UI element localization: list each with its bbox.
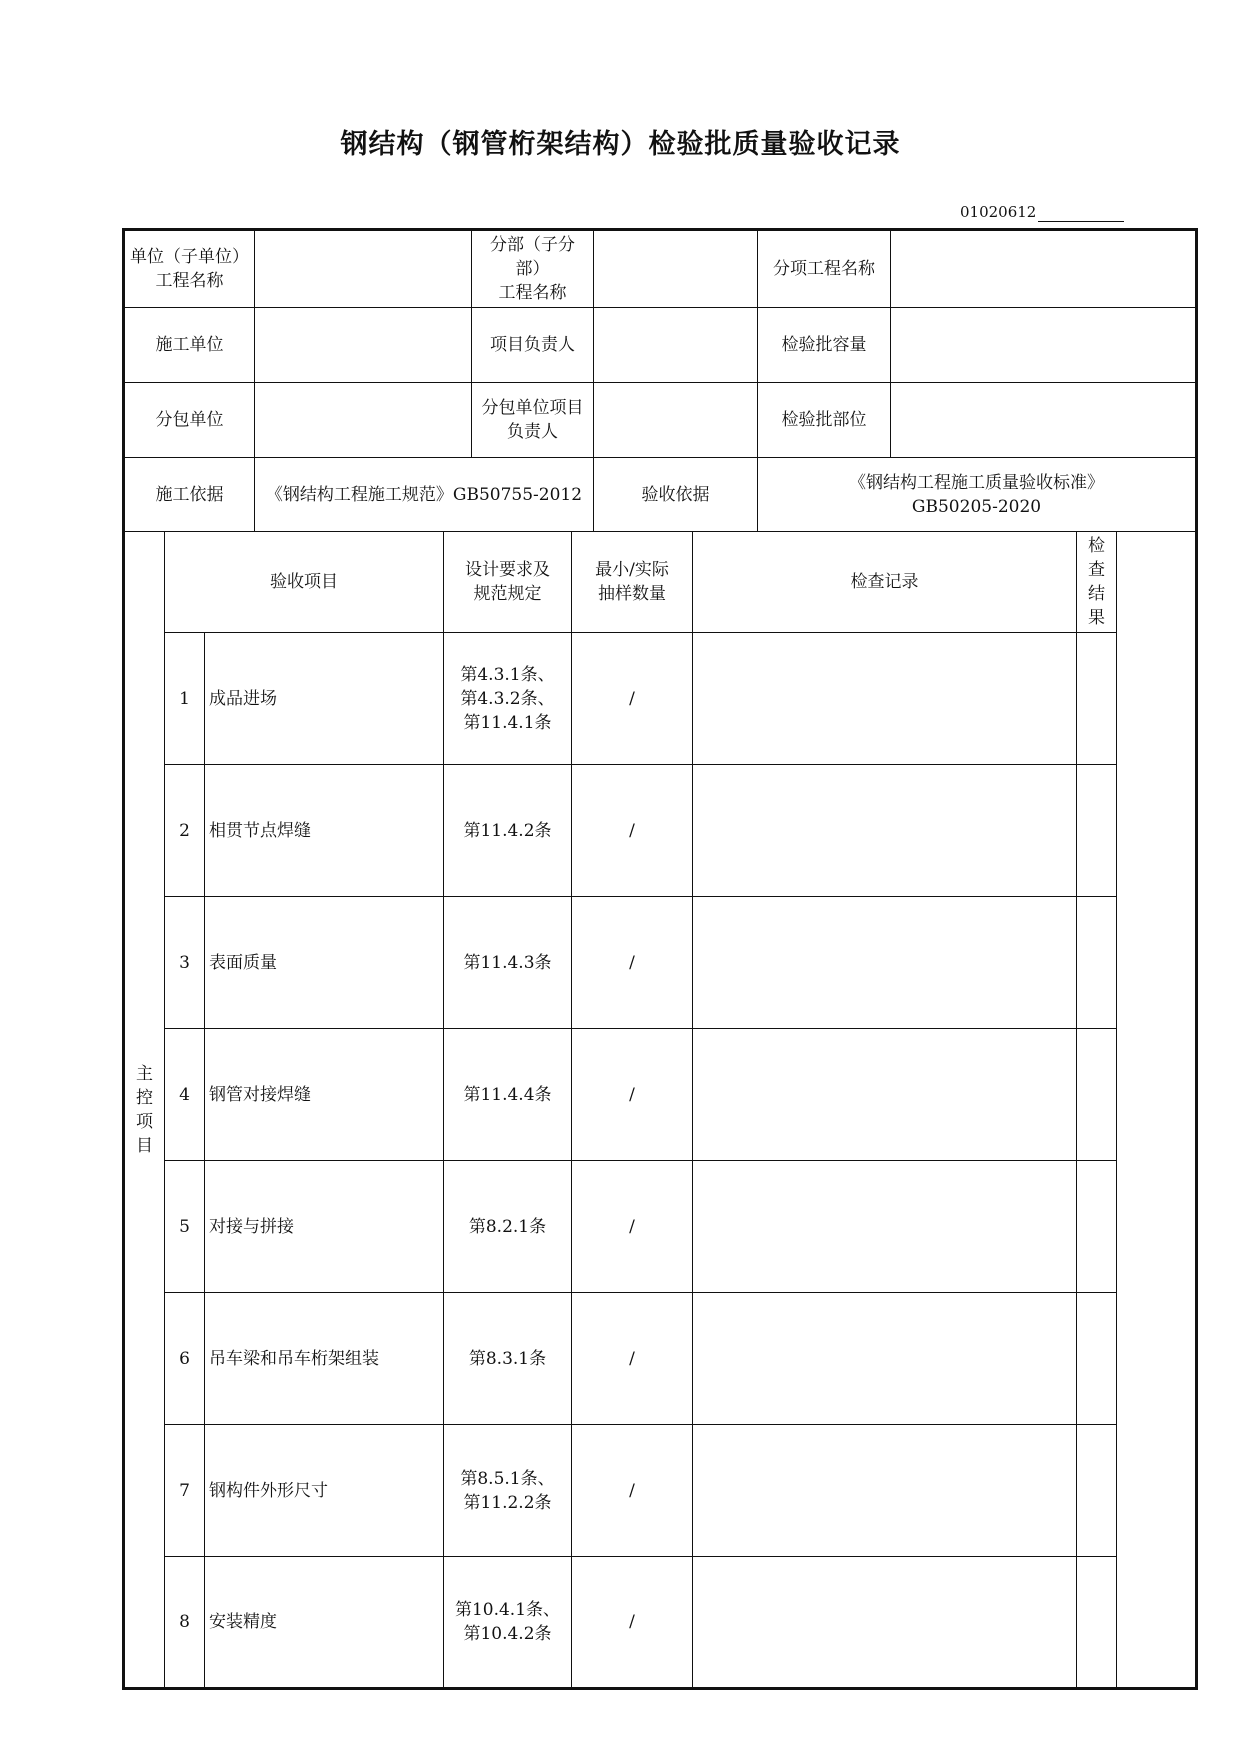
column-header-design: 设计要求及 规范规定: [444, 532, 572, 633]
table-row: [124, 765, 1197, 897]
row-result[interactable]: [1077, 1425, 1117, 1557]
row-spec: 第11.4.2条: [444, 765, 572, 897]
inspection-record-table: [122, 228, 1198, 1690]
row-record[interactable]: [693, 1161, 1077, 1293]
acceptance-basis-value: 《钢结构工程施工质量验收标准》 GB50205-2020: [758, 458, 1197, 532]
construction-basis-value: 《钢结构工程施工规范》GB50755-2012: [255, 458, 594, 532]
batch-capacity-label: 检验批容量: [758, 308, 891, 383]
contractor-value[interactable]: [255, 308, 472, 383]
row-spec: 第4.3.1条、 第4.3.2条、 第11.4.1条: [444, 633, 572, 765]
batch-capacity-value[interactable]: [891, 308, 1197, 383]
section-main-control-items: [124, 532, 165, 1689]
row-item-name: 成品进场: [205, 633, 444, 765]
row-result[interactable]: [1077, 765, 1117, 897]
form-code-blank[interactable]: [1038, 203, 1124, 222]
row-spec: 第11.4.4条: [444, 1029, 572, 1161]
row-item-name: 对接与拼接: [205, 1161, 444, 1293]
row-record[interactable]: [693, 1425, 1077, 1557]
row-sample: /: [572, 1029, 693, 1161]
row-record[interactable]: [693, 1029, 1077, 1161]
row-number: 7: [165, 1425, 205, 1557]
row-item-name: 安装精度: [205, 1557, 444, 1689]
subcontractor-label: 分包单位: [124, 383, 255, 458]
row-spec: 第10.4.1条、 第10.4.2条: [444, 1557, 572, 1689]
batch-location-value[interactable]: [891, 383, 1197, 458]
column-header-item: 验收项目: [165, 532, 444, 633]
row-item-name: 钢构件外形尺寸: [205, 1425, 444, 1557]
row-item-name: 相贯节点焊缝: [205, 765, 444, 897]
row-spec: 第8.2.1条: [444, 1161, 572, 1293]
table-row: [124, 1029, 1197, 1161]
project-leader-label: 项目负责人: [472, 308, 594, 383]
document-title: 钢结构（钢管桁架结构）检验批质量验收记录: [340, 129, 901, 160]
unit-project-name-value[interactable]: [255, 230, 472, 308]
row-result[interactable]: [1077, 1161, 1117, 1293]
column-header-record: 检查记录: [693, 532, 1077, 633]
subdivision-project-name-label: 分部（子分部） 工程名称: [472, 230, 594, 308]
row-record[interactable]: [693, 765, 1077, 897]
row-result[interactable]: [1077, 1557, 1117, 1689]
table-row: [124, 1425, 1197, 1557]
row-result[interactable]: [1077, 633, 1117, 765]
row-spec: 第11.4.3条: [444, 897, 572, 1029]
row-result[interactable]: [1077, 1293, 1117, 1425]
row-spec: 第8.3.1条: [444, 1293, 572, 1425]
construction-basis-label: 施工依据: [124, 458, 255, 532]
row-sample: /: [572, 897, 693, 1029]
form-code-field: [960, 198, 1124, 222]
row-number: 5: [165, 1161, 205, 1293]
acceptance-basis-label: 验收依据: [594, 458, 758, 532]
item-project-name-value[interactable]: [891, 230, 1197, 308]
row-record[interactable]: [693, 1557, 1077, 1689]
subcontractor-leader-label: 分包单位项目 负责人: [472, 383, 594, 458]
row-sample: /: [572, 1293, 693, 1425]
project-leader-value[interactable]: [594, 308, 758, 383]
batch-location-label: 检验批部位: [758, 383, 891, 458]
row-number: 3: [165, 897, 205, 1029]
row-sample: /: [572, 633, 693, 765]
subcontractor-value[interactable]: [255, 383, 472, 458]
row-number: 1: [165, 633, 205, 765]
contractor-label: 施工单位: [124, 308, 255, 383]
row-spec: 第8.5.1条、 第11.2.2条: [444, 1425, 572, 1557]
subdivision-project-name-value[interactable]: [594, 230, 758, 308]
table-row: [124, 633, 1197, 765]
row-record[interactable]: [693, 1293, 1077, 1425]
row-record[interactable]: [693, 633, 1077, 765]
column-header-sample: 最小/实际 抽样数量: [572, 532, 693, 633]
row-sample: /: [572, 1557, 693, 1689]
row-sample: /: [572, 1161, 693, 1293]
table-row: [124, 897, 1197, 1029]
unit-project-name-label: 单位（子单位） 工程名称: [124, 230, 255, 308]
item-project-name-label: 分项工程名称: [758, 230, 891, 308]
column-header-result: 检查 结果: [1077, 532, 1117, 633]
row-number: 4: [165, 1029, 205, 1161]
table-row: [124, 1293, 1197, 1425]
row-item-name: 钢管对接焊缝: [205, 1029, 444, 1161]
subcontractor-leader-value[interactable]: [594, 383, 758, 458]
row-item-name: 表面质量: [205, 897, 444, 1029]
row-number: 8: [165, 1557, 205, 1689]
table-row: [124, 1557, 1197, 1689]
form-code: 01020612: [960, 203, 1037, 221]
row-item-name: 吊车梁和吊车桁架组装: [205, 1293, 444, 1425]
row-sample: /: [572, 765, 693, 897]
row-result[interactable]: [1077, 897, 1117, 1029]
row-record[interactable]: [693, 897, 1077, 1029]
row-number: 6: [165, 1293, 205, 1425]
section-label: 主控项目: [136, 1063, 153, 1156]
table-row: [124, 1161, 1197, 1293]
row-sample: /: [572, 1425, 693, 1557]
row-number: 2: [165, 765, 205, 897]
row-result[interactable]: [1077, 1029, 1117, 1161]
